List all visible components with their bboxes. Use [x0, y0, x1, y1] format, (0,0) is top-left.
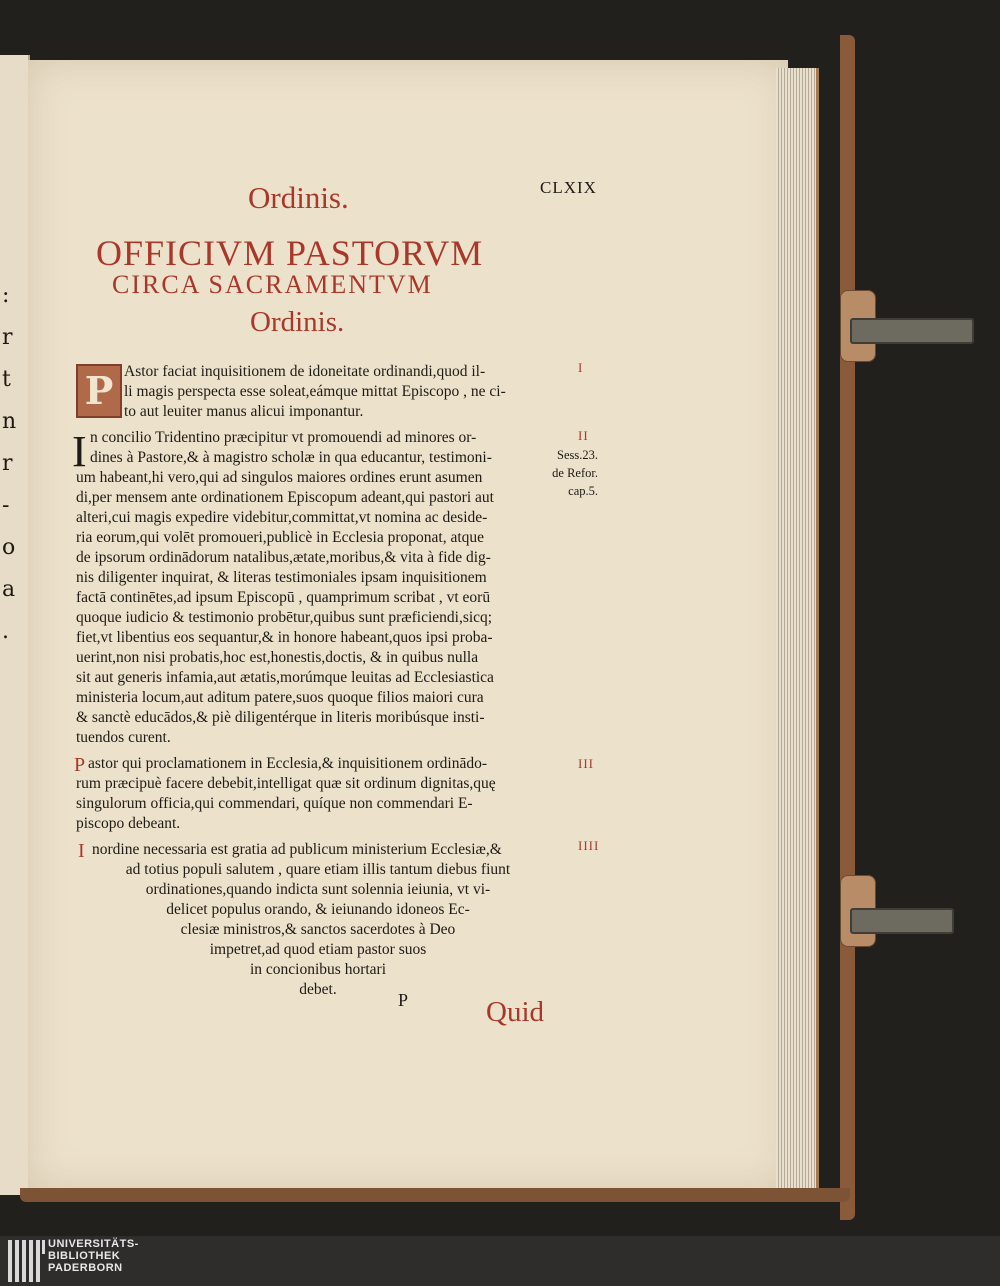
- text-line: Astor faciat inquisitionem de idoneitate ordinandi,quod il-: [124, 363, 486, 380]
- left-mark: t: [2, 367, 11, 392]
- left-mark: .: [2, 619, 9, 644]
- paragraph-2-head: [90, 428, 476, 448]
- page-block-edges: [776, 68, 819, 1188]
- reference-line: cap.5.: [568, 484, 598, 498]
- text-line: um habeant,hi vero,qui ad singulos maiores ordines erunt asumen: [76, 469, 483, 486]
- footer-bar: [0, 1236, 1000, 1286]
- text-line: debet.: [299, 981, 337, 998]
- text-line: ministeria locum,aut aditum patere,suos quoque filios maiori cura: [76, 689, 484, 706]
- logo-line: UNIVERSITÄTS-: [48, 1238, 139, 1250]
- paragraph-3-head: [88, 754, 487, 774]
- text-line: fiet,vt libentius eos sequantur,& in honore habeant,quos ipsi proba-: [76, 629, 493, 646]
- paragraph-2-line: [90, 448, 492, 468]
- left-mark: :: [2, 283, 10, 308]
- marginal-number-1: I: [578, 360, 584, 375]
- marginal-number-3: III: [578, 756, 594, 771]
- decorated-initial: P: [76, 364, 122, 418]
- left-mark: a: [2, 577, 16, 602]
- initial-letter: I: [72, 427, 87, 476]
- marginal-reference: [550, 446, 598, 500]
- text-line: clesiæ ministros,& sanctos sacerdotes à Deo: [180, 921, 456, 938]
- text-line: quoque iudicio & testimonio probētur,quibus sunt præficiendi,sicq;: [76, 609, 493, 626]
- left-page-text-fragments: [2, 275, 22, 653]
- chapter-title-line-1: OFFICIVM PASTORVM: [96, 233, 484, 273]
- paragraph-3-body: [76, 774, 496, 834]
- paragraph-1: [124, 362, 506, 422]
- text-line: de ipsorum ordinādorum natalibus,ætate,moribus,& vita à fide dig-: [76, 549, 491, 566]
- text-line: n concilio Tridentino præcipitur vt promouendi ad minores or-: [90, 429, 477, 446]
- left-mark: o: [2, 535, 16, 560]
- text-line: nis diligenter inquirat, & literas testimoniales ipsam inquisitionem: [76, 569, 487, 586]
- text-line: sit aut generis infamia,aut ætatis,morúmque leuitas ad Ecclesiastica: [76, 669, 494, 686]
- marginal-number-4: IIII: [578, 838, 600, 853]
- text-line: in concionibus hortari: [249, 961, 387, 978]
- paragraph-4: [92, 840, 502, 860]
- text-line: singulorum officia,qui commendari, quíque non commendari E-: [76, 795, 473, 812]
- running-head: Ordinis.: [248, 180, 349, 215]
- folio-number: CLXIX: [540, 178, 597, 197]
- text-line: li magis perspecta esse soleat,eámque mittat Episcopo , ne ci-: [124, 383, 506, 400]
- reference-line: de Refor.: [552, 466, 598, 480]
- marginal-number-2: II: [578, 428, 589, 443]
- left-page-edge: [0, 55, 30, 1195]
- text-line: ordinationes,quando indicta sunt solennia ieiunia, vt vi-: [145, 881, 491, 898]
- initial-letter: I: [78, 840, 85, 862]
- text-line: piscopo debeant.: [76, 815, 181, 832]
- book-cover-bottom: [20, 1188, 850, 1202]
- text-line: tuendos curent.: [76, 729, 171, 746]
- text-line: alteri,cui magis expedire videbitur,committat,vt nomina ac deside-: [76, 509, 488, 526]
- text-line: di,per mensem ante ordinationem Episcopum adeant,qui pastori aut: [76, 489, 494, 506]
- catchword: Quid: [486, 996, 544, 1028]
- left-mark: n: [2, 409, 17, 434]
- chapter-title-line-2: CIRCA SACRAMENTVM: [112, 270, 433, 299]
- text-line: delicet populus orando, & ieiunando idoneos Ec-: [166, 901, 470, 918]
- text-line: factā continētes,ad ipsum Episcopū , quamprimum scribat , vt eorū: [76, 589, 491, 606]
- left-mark: -: [2, 493, 10, 518]
- initial-letter: P: [74, 754, 86, 776]
- library-logo-icon: [8, 1240, 46, 1282]
- left-mark: r: [2, 325, 13, 350]
- clasp-strap-upper: [850, 318, 974, 344]
- signature-mark: P: [398, 990, 409, 1010]
- text-line: nordine necessaria est gratia ad publicum ministerium Ecclesiæ,&: [92, 841, 502, 858]
- text-line: dines à Pastore,& à magistro scholæ in qua educantur, testimoni-: [90, 449, 492, 466]
- text-line: to aut leuiter manus alicui imponantur.: [124, 403, 364, 420]
- reference-line: Sess.23.: [557, 448, 598, 462]
- text-line: ria eorum,qui volēt promoueri,publicè in Ecclesia proponat, atque: [76, 529, 485, 546]
- logo-line: BIBLIOTHEK: [48, 1250, 121, 1262]
- paragraph-4-taper: [98, 860, 538, 1000]
- text-line: ad totius populi salutem , quare etiam illis tantum diebus fiunt: [125, 861, 511, 878]
- logo-line: PADERBORN: [48, 1262, 123, 1274]
- left-mark: r: [2, 451, 13, 476]
- library-logo-text: [48, 1238, 139, 1274]
- text-line: rum præcipuè facere debebit,intelligat quæ sit ordinum dignitas,quę: [76, 775, 496, 792]
- book-cover-edge: [840, 35, 855, 1220]
- text-line: uerint,non nisi probatis,hoc est,honestis,doctis, & in quibus nulla: [76, 649, 479, 666]
- text-line: & sanctè educādos,& piè diligentérque in literis moribúsque insti-: [76, 709, 485, 726]
- chapter-title-line-3: Ordinis.: [250, 306, 345, 338]
- paragraph-2-body: [76, 468, 494, 748]
- text-line: impetret,ad quod etiam pastor suos: [209, 941, 427, 958]
- text-line: astor qui proclamationem in Ecclesia,& inquisitionem ordinādo-: [88, 755, 488, 772]
- clasp-strap-lower: [850, 908, 954, 934]
